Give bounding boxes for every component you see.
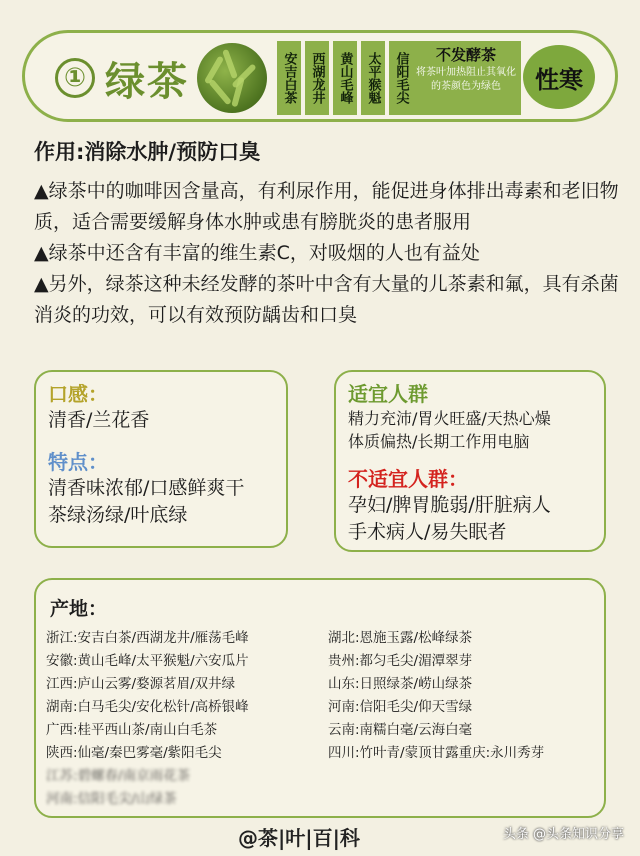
effect-paragraph: ▲另外，绿茶这种未经发酵的茶叶中含有大量的儿茶素和氟，具有杀菌消炎的功效，可以有效预防龋齿和口臭 xyxy=(34,273,619,326)
effect-paragraph: ▲绿茶中还含有丰富的维生素C，对吸烟的人也有益处 xyxy=(34,242,480,264)
title-group xyxy=(55,51,189,105)
header-banner xyxy=(22,30,618,122)
variety-tag: 西湖龙井 xyxy=(305,41,329,115)
unsuitable-line: 手术病人/易失眠者 xyxy=(348,521,507,543)
suitable-box xyxy=(334,370,606,552)
origin-item: 浙江:安吉白茶/西湖龙井/雁荡毛峰 xyxy=(46,630,249,646)
feature-label: 特点： xyxy=(48,450,108,474)
page-title: 绿茶 xyxy=(105,58,189,105)
effect-section xyxy=(34,136,624,331)
origin-item: 山东:日照绿茶/崂山绿茶 xyxy=(328,676,473,692)
ferment-desc: 将茶叶加热阻止其氧化的茶颜色为绿色 xyxy=(416,67,516,92)
origin-item: 湖北:恩施玉露/松峰绿茶 xyxy=(328,630,473,646)
footer-brand: @茶|叶|百|科 xyxy=(238,826,360,850)
origin-item: 广西:桂平西山茶/南山白毛茶 xyxy=(46,722,218,738)
taste-box xyxy=(34,370,288,548)
taste-value: 清香/兰花香 xyxy=(48,409,150,431)
origin-item: 四川:竹叶青/蒙顶甘露重庆:永川秀芽 xyxy=(328,745,545,761)
origin-item: 河南:信阳毛尖/山绿茶 xyxy=(46,791,177,807)
origin-title: 产地： xyxy=(50,598,108,620)
origin-item: 贵州:都匀毛尖/湄潭翠芽 xyxy=(328,653,473,669)
unsuitable-line: 孕妇/脾胃脆弱/肝脏病人 xyxy=(348,494,551,516)
feature-line: 茶绿汤绿/叶底绿 xyxy=(48,504,188,526)
origin-item: 云南:南糯白毫/云海白毫 xyxy=(328,722,473,738)
origin-item: 湖南:白马毛尖/安化松针/高桥银峰 xyxy=(46,699,249,715)
ferment-box xyxy=(411,41,521,115)
watermark: 头条 @头条知识分享 xyxy=(502,827,624,842)
origin-box xyxy=(34,578,606,818)
ferment-title: 不发酵茶 xyxy=(435,46,496,64)
unsuitable-label: 不适宜人群： xyxy=(348,467,468,491)
origin-grid xyxy=(46,629,594,808)
tea-leaf-image xyxy=(197,43,267,113)
suitable-line: 体质偏热/长期工作用电脑 xyxy=(348,432,530,451)
nature-badge: 性寒 xyxy=(523,45,595,109)
variety-tag: 太平猴魁 xyxy=(361,41,385,115)
taste-label: 口感： xyxy=(48,382,108,406)
origin-item: 陕西:仙毫/秦巴雾毫/紫阳毛尖 xyxy=(46,745,222,761)
variety-tag: 安吉白茶 xyxy=(277,41,301,115)
origin-item: 江苏:碧螺春/南京雨花茶 xyxy=(46,768,191,784)
variety-tag: 信阳毛尖 xyxy=(389,41,413,115)
variety-tags xyxy=(277,41,413,115)
origin-item: 安徽:黄山毛峰/太平猴魁/六安瓜片 xyxy=(46,653,249,669)
variety-tag: 黄山毛峰 xyxy=(333,41,357,115)
suitable-line: 精力充沛/胃火旺盛/天热心燥 xyxy=(348,409,551,428)
origin-item: 江西:庐山云雾/婺源茗眉/双井绿 xyxy=(46,676,236,692)
section-number: ① xyxy=(55,58,95,98)
feature-line: 清香味浓郁/口感鲜爽干 xyxy=(48,477,245,499)
effect-paragraph: ▲绿茶中的咖啡因含量高，有利尿作用，能促进身体排出毒素和老旧物质，适合需要缓解身体水肿或患有膀胱炎的患者服用 xyxy=(34,180,619,233)
effect-title: 作用:消除水肿/预防口臭 xyxy=(34,140,261,164)
suitable-label: 适宜人群 xyxy=(348,382,428,406)
origin-item: 河南:信阳毛尖/仰天雪绿 xyxy=(328,699,473,715)
